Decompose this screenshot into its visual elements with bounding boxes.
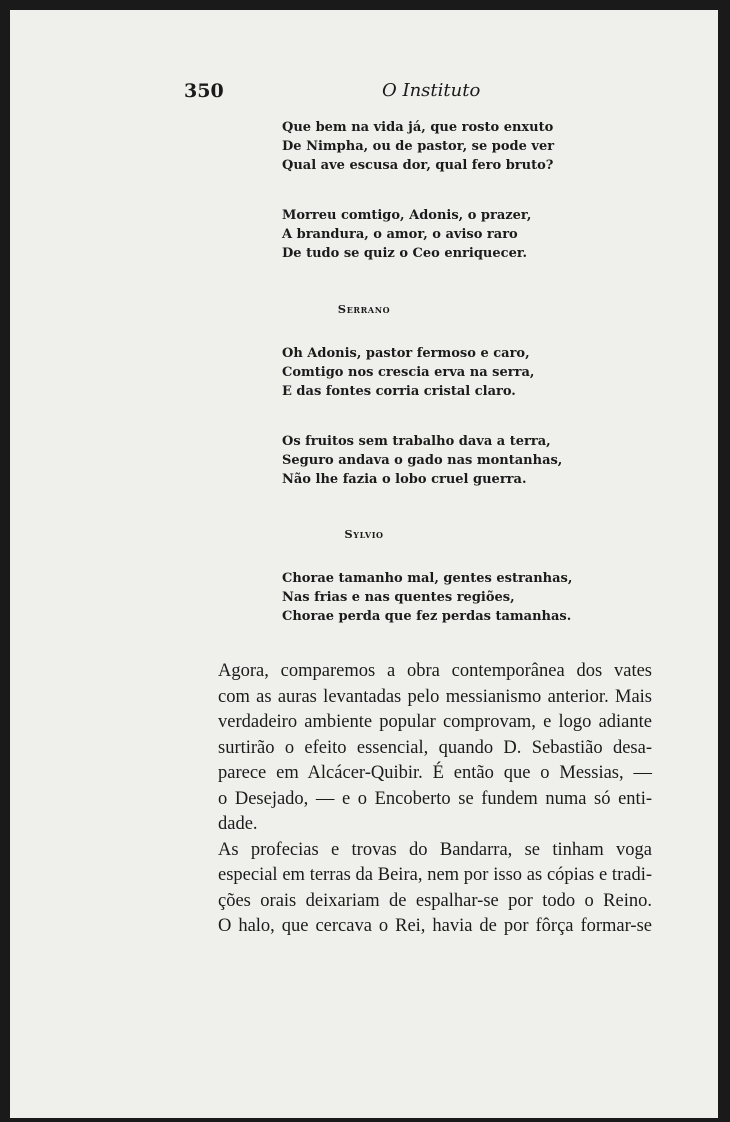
paragraph-1 xyxy=(186,659,652,838)
verse-line: Chorae perda que fez perdas tamanhas. xyxy=(282,609,572,624)
prose-line: com as auras levantadas pelo messianismo anterior. Mais xyxy=(218,686,652,707)
prose-body xyxy=(186,659,652,940)
prose-line: O halo, que cercava o Rei, havia de por fôrça formar-se xyxy=(218,916,652,936)
verse-line: Chorae tamanho mal, gentes estranhas, xyxy=(282,571,573,586)
verse-line: Que bem na vida já, que rosto enxuto xyxy=(282,120,554,135)
prose-line: surtirão o efeito essencial, quando D. Sebastião desa- xyxy=(218,737,652,758)
verse-line: E das fontes corria cristal claro. xyxy=(282,384,516,399)
stanza-4 xyxy=(282,432,562,489)
verse-line: Comtigo nos crescia erva na serra, xyxy=(282,365,535,380)
prose-line: especial em terras da Beira, nem por isso as cópias e tradi- xyxy=(218,865,652,885)
prose-line: o Desejado, — e o Encoberto se fundem numa só enti- xyxy=(218,788,652,809)
paragraph-2 xyxy=(186,838,652,940)
page-header xyxy=(10,80,718,104)
verse-line: De tudo se quiz o Ceo enriquecer. xyxy=(282,246,528,261)
stanza-2 xyxy=(282,206,531,263)
speaker-serrano: Serrano xyxy=(337,302,391,316)
verse-line: Não lhe fazia o lobo cruel guerra. xyxy=(282,472,527,487)
verse-line: Seguro andava o gado nas montanhas, xyxy=(282,453,563,468)
prose-line: verdadeiro ambiente popular comprovam, e logo adiante xyxy=(218,712,652,732)
page-number: 350 xyxy=(184,80,224,102)
prose-line: parece em Alcácer-Quibir. É então que o Messias, — xyxy=(218,763,652,783)
stanza-1 xyxy=(282,118,554,175)
verse-line: Morreu comtigo, Adonis, o prazer, xyxy=(282,208,532,223)
running-title: O Instituto xyxy=(382,80,481,101)
verse-line: Qual ave escusa dor, qual fero bruto? xyxy=(282,158,554,173)
verse-line: A brandura, o amor, o aviso raro xyxy=(282,227,518,242)
prose-line: As profecias e trovas do Bandarra, se tinham voga xyxy=(218,839,652,860)
book-page xyxy=(10,10,718,1118)
verse-line: Os fruitos sem trabalho dava a terra, xyxy=(282,434,551,449)
stanza-5 xyxy=(282,569,572,626)
verse-line: Nas frias e nas quentes regiões, xyxy=(282,590,515,605)
prose-line: ções orais deixariam de espalhar-se por todo o Reino. xyxy=(218,890,652,911)
stanza-3 xyxy=(282,344,534,401)
prose-line: dade. xyxy=(218,814,258,834)
prose-line: Agora, comparemos a obra contemporânea dos vates xyxy=(218,661,652,681)
verse-line: De Nimpha, ou de pastor, se pode ver xyxy=(282,139,555,154)
speaker-sylvio: Sylvio xyxy=(344,527,384,541)
verse-line: Oh Adonis, pastor fermoso e caro, xyxy=(282,346,530,361)
